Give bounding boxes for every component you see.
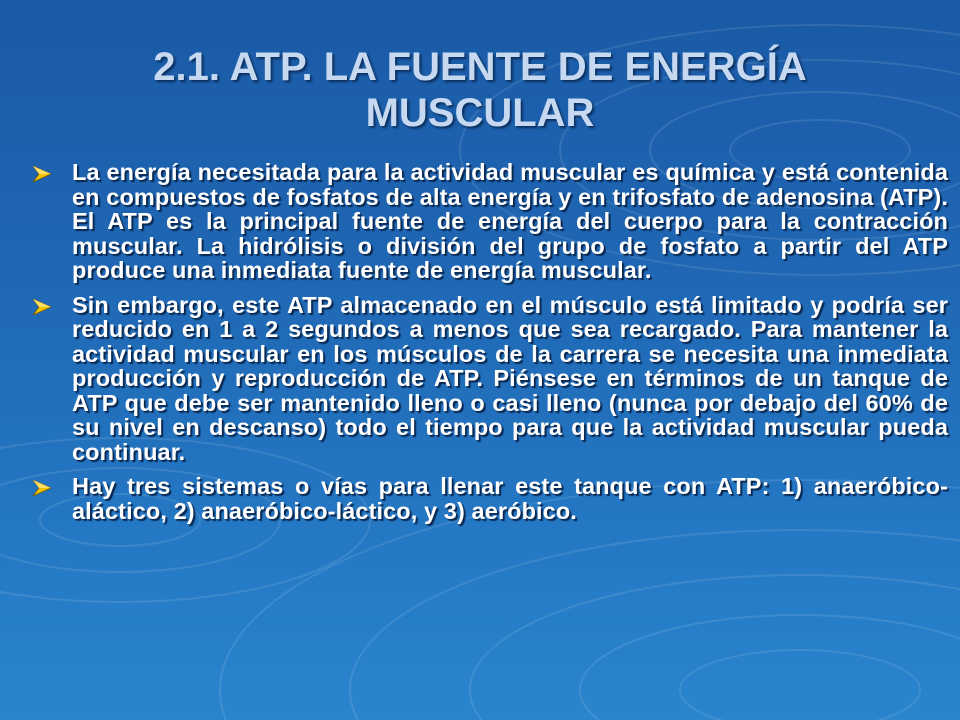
- bullet-text: Hay tres sistemas o vías para llenar este tanque con ATP: 1) anaeróbico-aláctico, 2) anaeróbico-láctico, y 3) aeróbico.: [72, 473, 948, 524]
- slide-title: [60, 44, 900, 136]
- arrowhead-bullet-icon: [32, 166, 52, 182]
- slide-title-line-1: 2.1. ATP. LA FUENTE DE ENERGÍA: [153, 45, 807, 89]
- bullet-item: [32, 293, 948, 465]
- slide-title-line-2: MUSCULAR: [365, 91, 595, 135]
- bullet-text: Sin embargo, este ATP almacenado en el músculo está limitado y podría ser reducido en 1 a 2 segundos a menos que sea recargado. Para mantener la actividad muscular en los músculos de la carrera se necesita una inmediata producción y reproducción de ATP. Piénsese en términos de un tanque de ATP que debe ser mantenido lleno o casi lleno (nunca por debajo del 60% de su nivel en descanso) todo el tiempo para que la actividad muscular pueda continuar.: [72, 291, 948, 465]
- bullet-item: [32, 160, 948, 283]
- bullet-item: [32, 474, 948, 523]
- arrowhead-bullet-icon: [32, 480, 52, 496]
- arrowhead-bullet-icon: [32, 299, 52, 315]
- bullet-text: La energía necesitada para la actividad muscular es química y está contenida en compuestos de fosfatos de alta energía y en trifosfato de adenosina (ATP). El ATP es la principal fuente de energía del cuerpo para la contracción muscular. La hidrólisis o división del grupo de fosfato a partir del ATP produce una inmediata fuente de energía muscular.: [72, 159, 948, 283]
- bullet-list: [32, 160, 948, 533]
